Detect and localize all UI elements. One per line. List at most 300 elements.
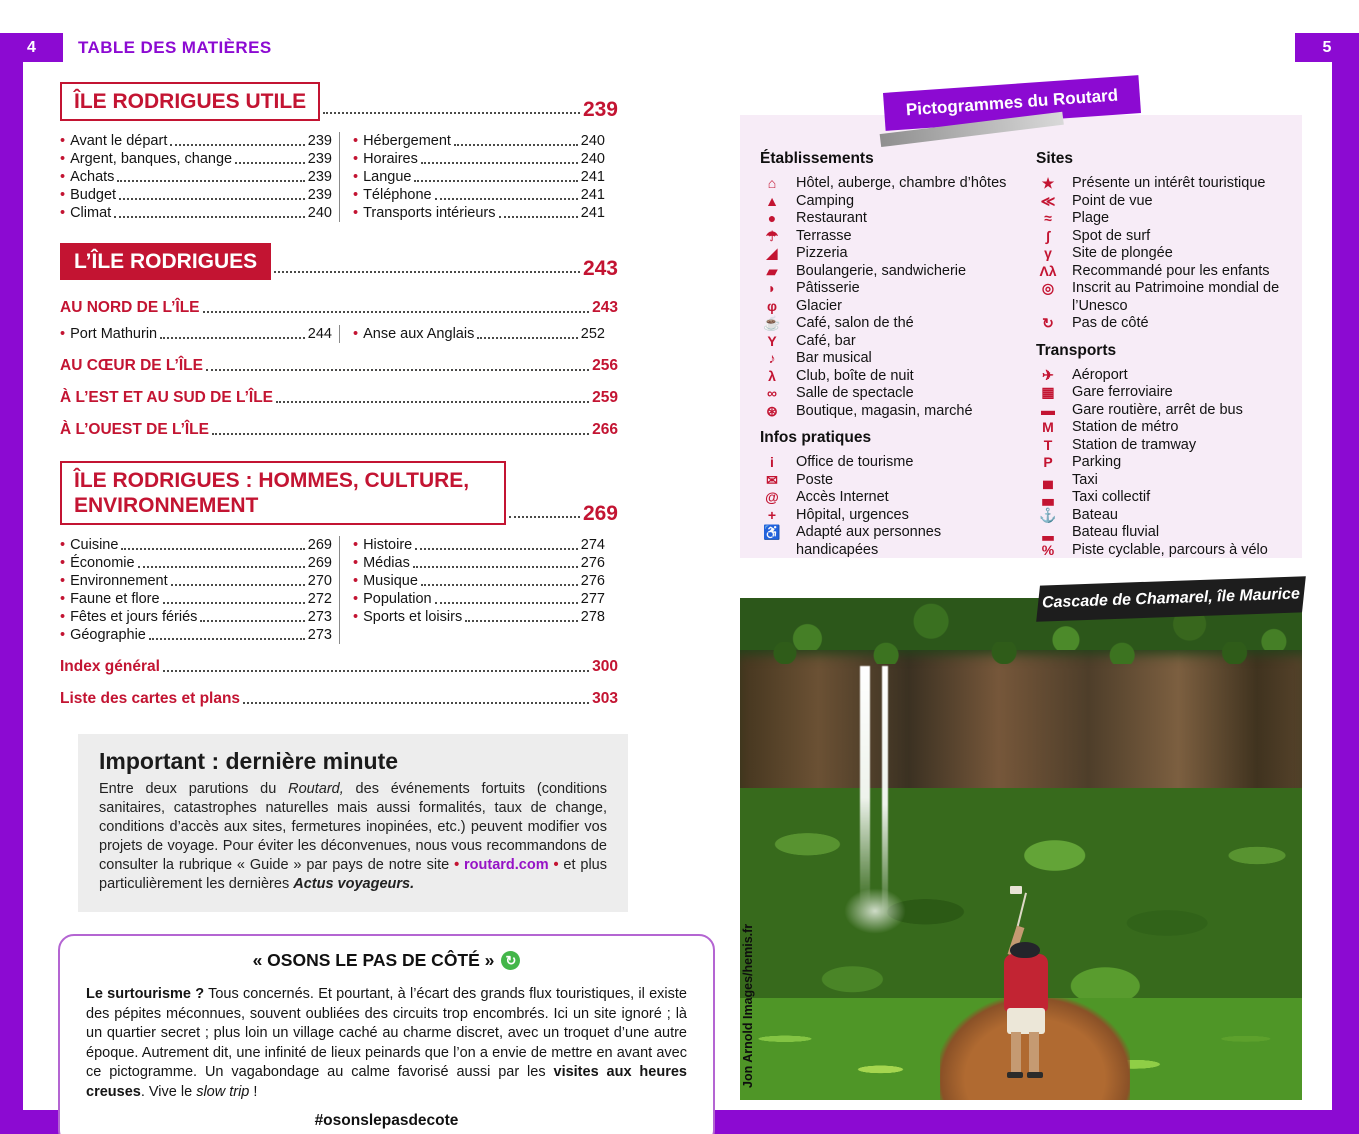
toc-entry [353, 132, 605, 150]
bullet-icon: • [60, 609, 66, 625]
legend-group-etablissements [760, 175, 1022, 420]
legend-item-label: Plage [1072, 210, 1110, 226]
important-derniere-minute-box [78, 734, 628, 912]
kids-icon: Λλ [1039, 262, 1057, 279]
toc-entry-label: Économie [70, 555, 135, 571]
legend-item [1036, 315, 1288, 333]
legend-item [1036, 454, 1288, 472]
dotted-leader [421, 162, 578, 164]
legend-item [760, 403, 1022, 421]
dotted-leader [435, 602, 578, 604]
parking-icon: P [1043, 454, 1053, 470]
section-page-number: 269 [582, 502, 618, 525]
legend-item-label: Inscrit au Patrimoine mondial de l’Unesco [1072, 280, 1280, 314]
dotted-leader [212, 433, 589, 435]
important-box-body [99, 780, 607, 894]
text-segment: slow trip [196, 1083, 250, 1100]
index-entry-label: Index général [60, 658, 160, 675]
toc-entry-page: 269 [307, 537, 332, 553]
legend-item-label: Glacier [796, 297, 842, 314]
legend-item-label: Gare ferroviaire [1072, 384, 1173, 400]
photo-sandal [1007, 1072, 1023, 1078]
toc-entry [60, 536, 332, 554]
legend-item-label: Point de vue [1072, 192, 1153, 209]
bullet-icon: • [353, 573, 359, 589]
toc-entry-page: 276 [580, 573, 605, 589]
legend-item-label: Hôpital, urgences [796, 506, 909, 523]
dotted-leader [171, 584, 305, 586]
legend-item [760, 350, 1022, 368]
legend-item-label: Terrasse [796, 227, 852, 244]
text-segment: Le surtourisme ? [86, 986, 205, 1002]
diving-icon: γ [1044, 245, 1052, 261]
tourist-office-icon: i [770, 454, 774, 470]
photo-waterfall [860, 666, 870, 906]
legend-group-header: Établissements [760, 150, 874, 167]
dotted-leader [200, 620, 304, 622]
toc-entry-label: Cuisine [70, 537, 119, 553]
dotted-leader [235, 162, 305, 164]
legend-item-label: Poste [796, 471, 834, 488]
dotted-leader [415, 548, 578, 550]
dotted-leader [114, 216, 305, 218]
toc-entry-page: 239 [307, 133, 332, 149]
toc-entry [60, 572, 332, 590]
toc-entry-page: 273 [307, 627, 332, 643]
pas-de-cote-icon: ↻ [501, 951, 520, 970]
dotted-leader [465, 620, 578, 622]
toc-subsection [60, 420, 618, 439]
hospital-icon: + [767, 506, 777, 523]
toc-columns [60, 132, 618, 222]
toc-entry [353, 325, 605, 343]
legend-item [1036, 228, 1288, 246]
bullet-icon: • [353, 133, 359, 149]
important-box-title: Important : dernière minute [99, 748, 399, 774]
legend-item [1036, 524, 1288, 542]
photo-shorts [1007, 1008, 1045, 1034]
legend-item-label: Boulangerie, sandwicherie [796, 262, 967, 279]
osons-box-title-row [86, 950, 687, 971]
legend-item-label: Bateau [1072, 506, 1118, 523]
bullet-icon: • [60, 573, 66, 589]
legend-item-label: Accès Internet [796, 489, 889, 505]
toc-entry-label: Avant le départ [70, 133, 168, 149]
photo-phone [1010, 886, 1022, 894]
legend-item-label: Restaurant [796, 210, 867, 226]
toc-column [60, 132, 332, 222]
bullet-icon: • [60, 627, 66, 643]
photo-waterfall [882, 666, 888, 918]
dotted-leader [203, 311, 590, 313]
dotted-leader [138, 566, 305, 568]
text-segment: Routard, [288, 781, 344, 797]
bullet-icon: • [60, 151, 66, 167]
toc-entry-label: Histoire [363, 537, 413, 553]
dotted-leader [163, 602, 305, 604]
toc-entry-page: 270 [307, 573, 332, 589]
legend-item [1036, 245, 1288, 263]
dotted-leader [117, 180, 304, 182]
bullet-icon: • [353, 591, 359, 607]
section-title-line1: ÎLE RODRIGUES : HOMMES, CULTURE, [74, 469, 470, 492]
metro-icon: M [1042, 419, 1054, 435]
toc-entry-page: 269 [307, 555, 332, 571]
toc-columns [60, 536, 618, 644]
toc-entry-label: Transports intérieurs [363, 205, 496, 221]
section-title-line2: ENVIRONNEMENT [74, 494, 259, 517]
legend-item [760, 489, 1022, 507]
legend-item-label: Recommandé pour les enfants [1072, 262, 1270, 279]
section-title-box: ÎLE RODRIGUES UTILE [60, 82, 320, 121]
dotted-leader [414, 180, 577, 182]
legend-item [760, 333, 1022, 351]
toc-entry [353, 204, 605, 222]
text-segment: et plus particulièrement les dernières [99, 857, 607, 892]
toc-column [339, 325, 605, 343]
toc-entry-page: 252 [580, 326, 605, 342]
legend-item-label: Pas de côté [1072, 315, 1149, 331]
legend-item-label: Club, boîte de nuit [796, 367, 914, 384]
toc-column [60, 536, 332, 644]
legend-item-label: Pizzeria [796, 245, 848, 261]
section-subentries [60, 298, 618, 439]
pastry-icon: ◗ [767, 280, 777, 296]
section-hommes-culture-environnement [60, 461, 618, 525]
photo-tourist-figure [992, 898, 1062, 1090]
toc-entry [60, 626, 332, 644]
legend-item-label: Bar musical [796, 350, 872, 366]
photo-leg [1011, 1032, 1021, 1074]
osons-box-body [86, 985, 687, 1102]
toc-entry-label: Langue [363, 169, 412, 185]
toc-header: TABLE DES MATIÈRES [78, 38, 272, 57]
legend-item-label: Station de tramway [1072, 436, 1197, 453]
legend-item [1036, 402, 1288, 420]
section-page-number: 239 [582, 98, 618, 121]
ice-cream-icon: φ [766, 297, 777, 314]
text-segment: routard.com [464, 857, 549, 873]
legend-item [760, 228, 1022, 246]
legend-item [760, 472, 1022, 490]
bullet-icon: • [353, 326, 359, 342]
legend-column-2 [1036, 141, 1288, 559]
dotted-leader [206, 369, 589, 371]
osons-box-title: « OSONS LE PAS DE CÔTÉ » [252, 950, 495, 970]
toc-entry-label: Argent, banques, change [70, 151, 233, 167]
legend-item [1036, 367, 1288, 385]
bullet-icon: • [353, 537, 359, 553]
legend-item-label: Salle de spectacle [796, 385, 914, 401]
tea-room-icon: ☕ [763, 315, 781, 331]
show-venue-icon: ∞ [767, 385, 777, 401]
legend-item-label: Site de plongée [1072, 245, 1173, 261]
photo-credit: Jon Arnold Images/hemis.fr [741, 923, 755, 1088]
legend-item [760, 385, 1022, 403]
bullet-icon: • [353, 609, 359, 625]
legend-item-label: Camping [796, 192, 855, 209]
bullet-icon: • [353, 555, 359, 571]
legend-item-label: Office de tourisme [796, 454, 914, 470]
nightclub-icon: λ [768, 367, 776, 384]
legend-item-label: Adapté aux personnes handicapées [796, 524, 942, 558]
toc-entry [60, 590, 332, 608]
toc-entry-label: Port Mathurin [70, 326, 158, 342]
legend-item [760, 193, 1022, 211]
legend-item [1036, 489, 1288, 507]
bullet-icon: • [60, 187, 66, 203]
boat-icon: ⚓ [1039, 506, 1057, 523]
legend-item [1036, 542, 1288, 560]
legend-item-label: Station de métro [1072, 419, 1179, 435]
legend-item-label: Boutique, magasin, marché [796, 402, 973, 419]
dotted-leader [170, 144, 304, 146]
bakery-icon: ▰ [766, 262, 778, 279]
legend-item-label: Café, bar [796, 332, 856, 349]
wheelchair-icon: ♿ [763, 524, 781, 540]
legend-column-1 [760, 141, 1022, 559]
toc-entry-label: Géographie [70, 627, 146, 643]
legend-item-label: Taxi [1072, 471, 1098, 488]
toc-entry-page: 244 [307, 326, 332, 342]
photo-sandal [1027, 1072, 1043, 1078]
tramway-icon: T [1043, 436, 1053, 453]
dotted-leader [421, 584, 578, 586]
text-segment: • [548, 857, 559, 873]
legend-group-transports [1036, 367, 1288, 560]
bullet-icon: • [60, 326, 66, 342]
viewpoint-icon: ≪ [1040, 192, 1056, 209]
photo-caption-text: Cascade de Chamarel, île Maurice [1041, 585, 1301, 612]
dotted-leader [160, 337, 305, 339]
legend-item [760, 245, 1022, 263]
legend-item [1036, 193, 1288, 211]
dotted-leader [413, 566, 578, 568]
toc-entry [60, 168, 332, 186]
toc-subsection [60, 388, 618, 407]
legend-item-label: Aéroport [1072, 366, 1128, 383]
toc-subsection-label: À L’EST ET AU SUD DE L’ÎLE [60, 389, 274, 406]
toc-subsection [60, 356, 618, 375]
bullet-icon: • [353, 187, 359, 203]
toc-entry-label: Téléphone [363, 187, 432, 203]
photo-waterfall-mist [844, 888, 906, 934]
section-ile-rodrigues [60, 243, 618, 280]
pictogram-legend-panel [740, 115, 1302, 558]
index-rows [60, 657, 618, 708]
legend-item [1036, 210, 1288, 228]
toc-subsection-label: À L’OUEST DE L’ÎLE [60, 421, 209, 438]
toc-entry-label: Médias [363, 555, 410, 571]
toc-column [60, 325, 332, 343]
music-bar-icon: ♪ [768, 350, 776, 366]
toc-entry-page: 273 [307, 609, 332, 625]
legend-group-header: Transports [1036, 341, 1117, 359]
bullet-icon: • [353, 169, 359, 185]
train-station-icon: ▦ [1041, 384, 1055, 400]
toc-entry-label: Horaires [363, 151, 418, 167]
restaurant-icon: ● [767, 210, 777, 226]
toc-entry-label: Budget [70, 187, 117, 203]
legend-item [1036, 419, 1288, 437]
text-segment: Actus voyageurs. [293, 876, 415, 892]
toc-entry [353, 186, 605, 204]
legend-item [760, 368, 1022, 386]
bullet-icon: • [60, 555, 66, 571]
toc-entry-page: 239 [307, 187, 332, 203]
legend-item-label: Café, salon de thé [796, 315, 914, 331]
toc-entry-page: 240 [580, 133, 605, 149]
page-number-right-label: 5 [1322, 38, 1332, 56]
legend-item [760, 454, 1022, 472]
pas-de-cote-icon: ↻ [1042, 315, 1054, 331]
taxi-icon: ▄ [1043, 471, 1053, 488]
left-page [60, 82, 688, 1134]
toc-entry [60, 204, 332, 222]
toc-subsection-label: AU CŒUR DE L’ÎLE [60, 357, 203, 374]
toc-entry [60, 150, 332, 168]
dotted-leader [499, 216, 578, 218]
dotted-leader [243, 702, 589, 704]
toc-entry-label: Population [363, 591, 432, 607]
bike-path-icon: % [1041, 541, 1055, 558]
text-segment: ! [249, 1083, 258, 1100]
shop-icon: ⊛ [766, 402, 778, 419]
osons-hashtag: #osonslepasdecote [314, 1112, 459, 1129]
bus-station-icon: ▬ [1041, 401, 1055, 418]
legend-item-label: Parking [1072, 454, 1122, 470]
section-ile-rodrigues-utile [60, 82, 618, 121]
legend-item-label: Piste cyclable, parcours à vélo [1072, 541, 1268, 558]
toc-entry [353, 536, 605, 554]
legend-item-label: Pâtisserie [796, 280, 860, 296]
toc-entry [353, 150, 605, 168]
bullet-icon: • [60, 205, 66, 221]
bar-icon: Y [767, 332, 777, 349]
toc-entry-page: 241 [580, 187, 605, 203]
toc-columns [60, 325, 618, 343]
legend-item [760, 315, 1022, 333]
toc-subsection-page: 259 [592, 389, 618, 406]
toc-entry-label: Anse aux Anglais [363, 326, 475, 342]
toc-entry-label: Fêtes et jours fériés [70, 609, 198, 625]
index-entry [60, 657, 618, 676]
hotel-icon: ⌂ [767, 175, 777, 191]
toc-entry-label: Climat [70, 205, 112, 221]
text-segment: Tous concernés. Et pourtant, à l’écart des grands flux touristiques, il existe des pépites méconnues, souvent oubliées des circuits trop encombrés. Ici un site ignoré ; là un quartier secret ; plus loin un village caché au charme discret, avec un troquet d’une autre époque. Autrement dit, une infinité de lieux peinards que l’on a envie de mettre en avant avec ce pictogramme. Un vagabondage au calme favorisé aussi par les [86, 986, 688, 1080]
legend-item [760, 280, 1022, 298]
legend-item-label: Gare routière, arrêt de bus [1072, 401, 1243, 418]
dotted-leader [276, 401, 589, 403]
toc-entry-label: Hébergement [363, 133, 451, 149]
toc-entry-label: Sports et loisirs [363, 609, 463, 625]
legend-group-sites [1036, 175, 1288, 333]
text-segment: des événements fortuits (conditions sanitaires, catastrophes naturelles mais aussi formalités, taux de change, conditions d’accès aux sites, fermetures inopinées, etc.) peuvent modifier vos projets de voyage. Pour éviter les déconvenues, nous vous recommandons de consulter la rubrique « Guide » par pays de notre site [99, 781, 607, 873]
tourist-interest-icon: ★ [1041, 175, 1055, 191]
toc-entry-page: 239 [307, 169, 332, 185]
legend-item [1036, 472, 1288, 490]
bullet-icon: • [353, 151, 359, 167]
toc-entry [60, 186, 332, 204]
camping-icon: ▲ [765, 192, 779, 209]
toc-entry-page: 276 [580, 555, 605, 571]
dotted-leader [274, 271, 580, 273]
legend-item-label: Hôtel, auberge, chambre d’hôtes [796, 175, 1007, 191]
dotted-leader [121, 548, 304, 550]
toc-entry [60, 325, 332, 343]
section-title-box: L’ÎLE RODRIGUES [60, 243, 271, 280]
toc-entry-page: 278 [580, 609, 605, 625]
shared-taxi-icon: ▃ [1042, 489, 1054, 505]
bullet-icon: • [60, 591, 66, 607]
toc-entry [353, 554, 605, 572]
legend-item [760, 263, 1022, 281]
toc-entry-page: 241 [580, 205, 605, 221]
page-number-left [0, 33, 63, 62]
legend-group-infos-pratiques [760, 454, 1022, 559]
toc-entry-page: 274 [580, 537, 605, 553]
pizzeria-icon: ◢ [766, 245, 778, 261]
toc-column [339, 536, 605, 644]
toc-entry-label: Musique [363, 573, 418, 589]
toc-column [339, 132, 605, 222]
pictogrammes-ribbon: Pictogrammes du Routard [883, 75, 1141, 131]
photo-cliff [740, 650, 1302, 802]
dotted-leader [435, 198, 578, 200]
river-boat-icon: ▂ [1042, 524, 1054, 540]
toc-entry [353, 590, 605, 608]
legend-item [760, 507, 1022, 525]
dotted-leader [149, 638, 305, 640]
section-title-box [60, 461, 506, 525]
toc-subsection-page: 256 [592, 357, 618, 374]
toc-entry-label: Environnement [70, 573, 168, 589]
toc-entry-page: 240 [307, 205, 332, 221]
surf-icon: ∫ [1046, 227, 1050, 244]
legend-item [760, 175, 1022, 193]
unesco-icon: ◎ [1041, 280, 1055, 296]
bullet-icon: • [353, 205, 359, 221]
legend-item [1036, 384, 1288, 402]
chamarel-waterfall-photo [740, 598, 1302, 1100]
toc-entry-page: 277 [580, 591, 605, 607]
text-segment: • [454, 857, 465, 873]
legend-group-header: Sites [1036, 150, 1074, 167]
index-entry-label: Liste des cartes et plans [60, 690, 241, 707]
legend-item [1036, 175, 1288, 193]
post-office-icon: ✉ [766, 471, 778, 488]
text-segment: . Vive le [140, 1083, 197, 1100]
legend-item [760, 298, 1022, 316]
bullet-icon: • [60, 133, 66, 149]
toc-subsection-label: AU NORD DE L’ÎLE [60, 299, 200, 316]
legend-item-label: Bateau fluvial [1072, 524, 1160, 540]
bullet-icon: • [60, 169, 66, 185]
legend-item-label: Spot de surf [1072, 227, 1151, 244]
toc-entry-page: 240 [580, 151, 605, 167]
toc-entry [60, 554, 332, 572]
toc-entry [60, 608, 332, 626]
page-number-left-label: 4 [27, 38, 36, 56]
dotted-leader [454, 144, 578, 146]
osons-le-pas-de-cote-box [58, 934, 715, 1134]
photo-hat [1010, 942, 1040, 958]
dotted-leader [509, 516, 580, 518]
legend-item [1036, 507, 1288, 525]
legend-item [1036, 437, 1288, 455]
legend-item [1036, 280, 1288, 315]
left-edge-band [0, 60, 23, 1134]
